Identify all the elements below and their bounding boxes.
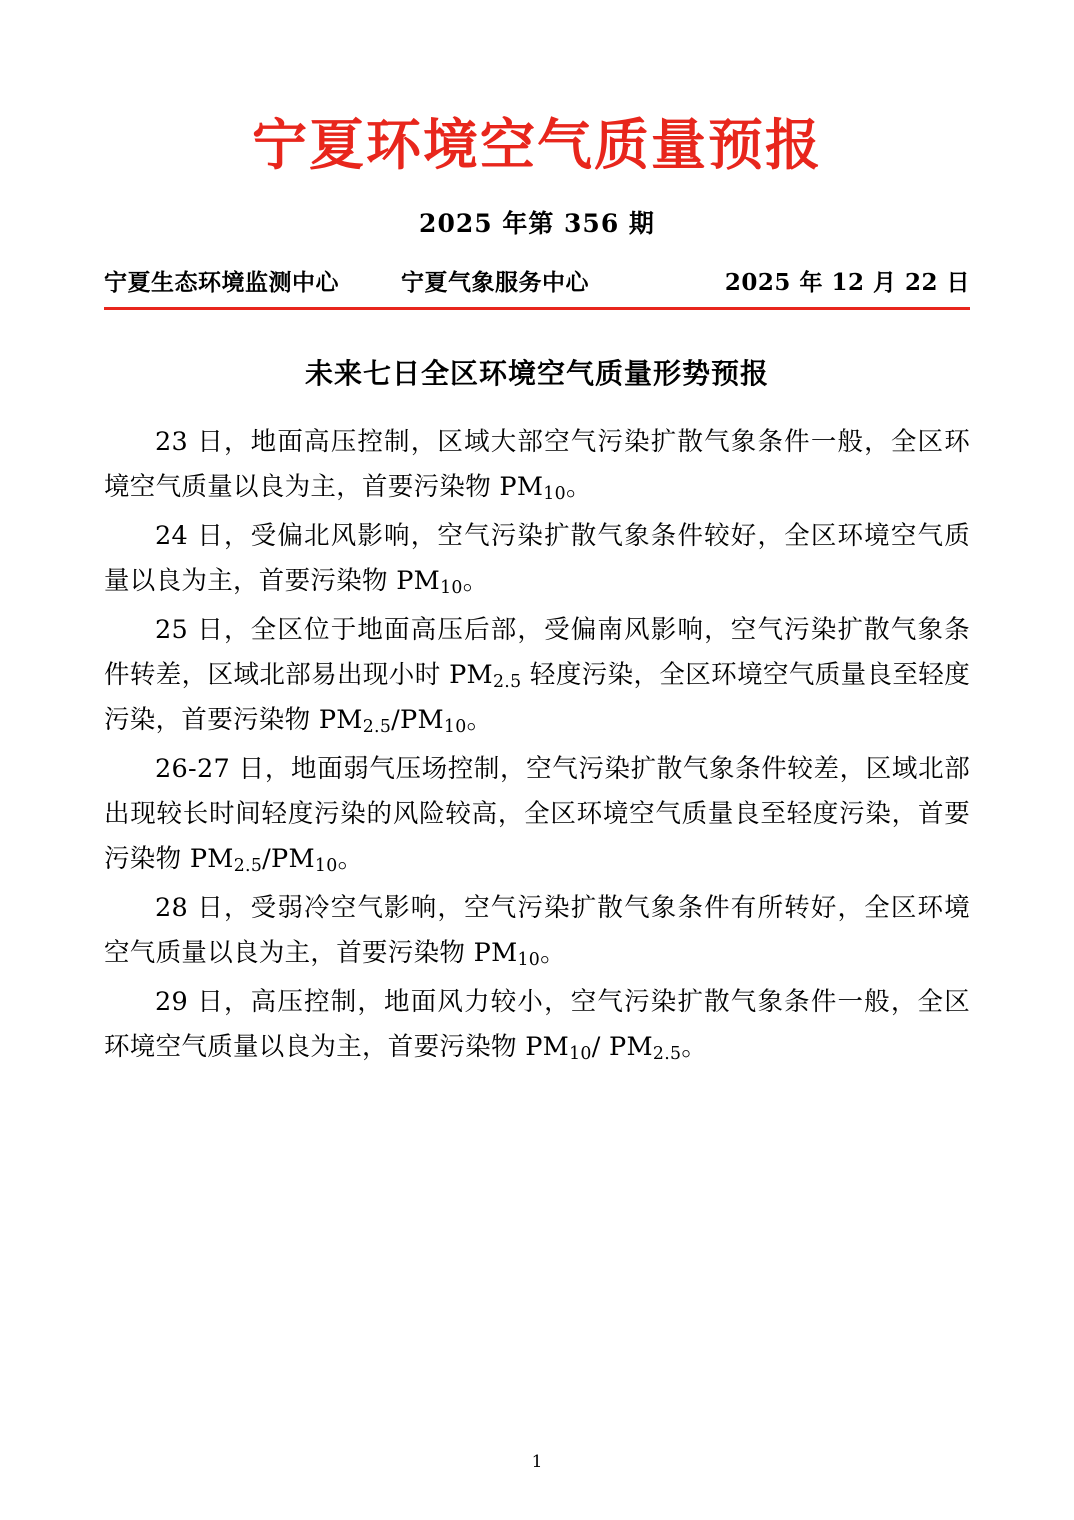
pollutant-name: PM xyxy=(449,659,493,690)
page-number: 1 xyxy=(531,1452,543,1472)
publication-date: 2025 年 12 月 22 日 xyxy=(724,269,970,296)
forecast-body xyxy=(104,392,970,1070)
organization-row xyxy=(104,240,970,297)
paragraph-lead: 28 日，受弱冷空气影响，空气污染扩散气象条件有所转好，全区环境空气质量以良为主，首要污染物 xyxy=(104,892,970,969)
forecast-paragraph xyxy=(104,514,970,605)
forecast-paragraph xyxy=(104,608,970,744)
pollutant-subscript: 2.5 xyxy=(492,671,522,692)
pollutant-subscript: 2.5 xyxy=(362,717,392,738)
paragraph-lead: 25 日，全区位于地面高压后部，受偏南风影响，空气污染扩散气象条件转差，区域北部易出现小时 xyxy=(104,614,970,690)
forecast-paragraph xyxy=(104,980,970,1071)
pollutant-name: PM xyxy=(189,844,234,875)
pollutant-subscript: 10 xyxy=(440,577,463,598)
paragraph-tail: 。 xyxy=(462,566,489,597)
paragraph-lead: 29 日，高压控制，地面风力较小，空气污染扩散气象条件一般，全区环境空气质量以良为主，首要污染物 xyxy=(104,986,970,1062)
pollutant-subscript: 10 xyxy=(517,949,541,970)
paragraph-lead: 26-27 日，地面弱气压场控制，空气污染扩散气象条件较差，区域北部出现较长时间轻度污染的风险较高，全区环境空气质量良至轻度污染，首要污染物 xyxy=(104,753,970,875)
pollutant-separator: / PM xyxy=(591,1031,653,1062)
paragraph-lead: 23 日，地面高压控制，区域大部空气污染扩散气象条件一般，全区环境空气质量以良为主，首要污染物 xyxy=(104,427,970,503)
pollutant-subscript: 10 xyxy=(543,484,566,505)
pollutant-subscript-2: 10 xyxy=(443,717,467,738)
paragraph-tail: 。 xyxy=(540,938,566,969)
org-monitoring-center: 宁夏生态环境监测中心 xyxy=(104,269,339,296)
pollutant-name: PM xyxy=(473,938,518,969)
pollutant-subscript-2: 2.5 xyxy=(652,1043,682,1064)
forecast-paragraph xyxy=(104,747,970,883)
pollutant-subscript: 2.5 xyxy=(233,856,263,877)
paragraph-tail: 。 xyxy=(466,705,493,736)
org-meteorological-center: 宁夏气象服务中心 xyxy=(401,269,589,296)
paragraph-tail: 。 xyxy=(337,844,364,875)
pollutant-subscript-2: 10 xyxy=(314,856,338,877)
issue-number: 2025 年第 356 期 xyxy=(419,209,655,238)
document-title: 宁夏环境空气质量预报 xyxy=(251,113,822,177)
paragraph-mid-text: 轻度污染，全区环境空气质量良至轻度污染，首要污染物 xyxy=(104,659,970,736)
paragraph-tail: 。 xyxy=(565,472,592,503)
forecast-paragraph xyxy=(104,886,970,977)
section-title: 未来七日全区环境空气质量形势预报 xyxy=(304,357,769,390)
pollutant-name: PM xyxy=(396,566,441,597)
pollutant-name: PM xyxy=(318,705,363,736)
pollutant-separator: /PM xyxy=(391,705,444,736)
pollutant-subscript: 10 xyxy=(569,1043,592,1064)
paragraph-lead: 24 日，受偏北风影响，空气污染扩散气象条件较好，全区环境空气质量以良为主，首要污染物 xyxy=(104,520,970,597)
pollutant-name: PM xyxy=(499,472,544,503)
pollutant-name: PM xyxy=(525,1031,570,1062)
forecast-paragraph xyxy=(104,420,970,511)
pollutant-separator: /PM xyxy=(262,844,315,875)
paragraph-tail: 。 xyxy=(681,1031,708,1062)
